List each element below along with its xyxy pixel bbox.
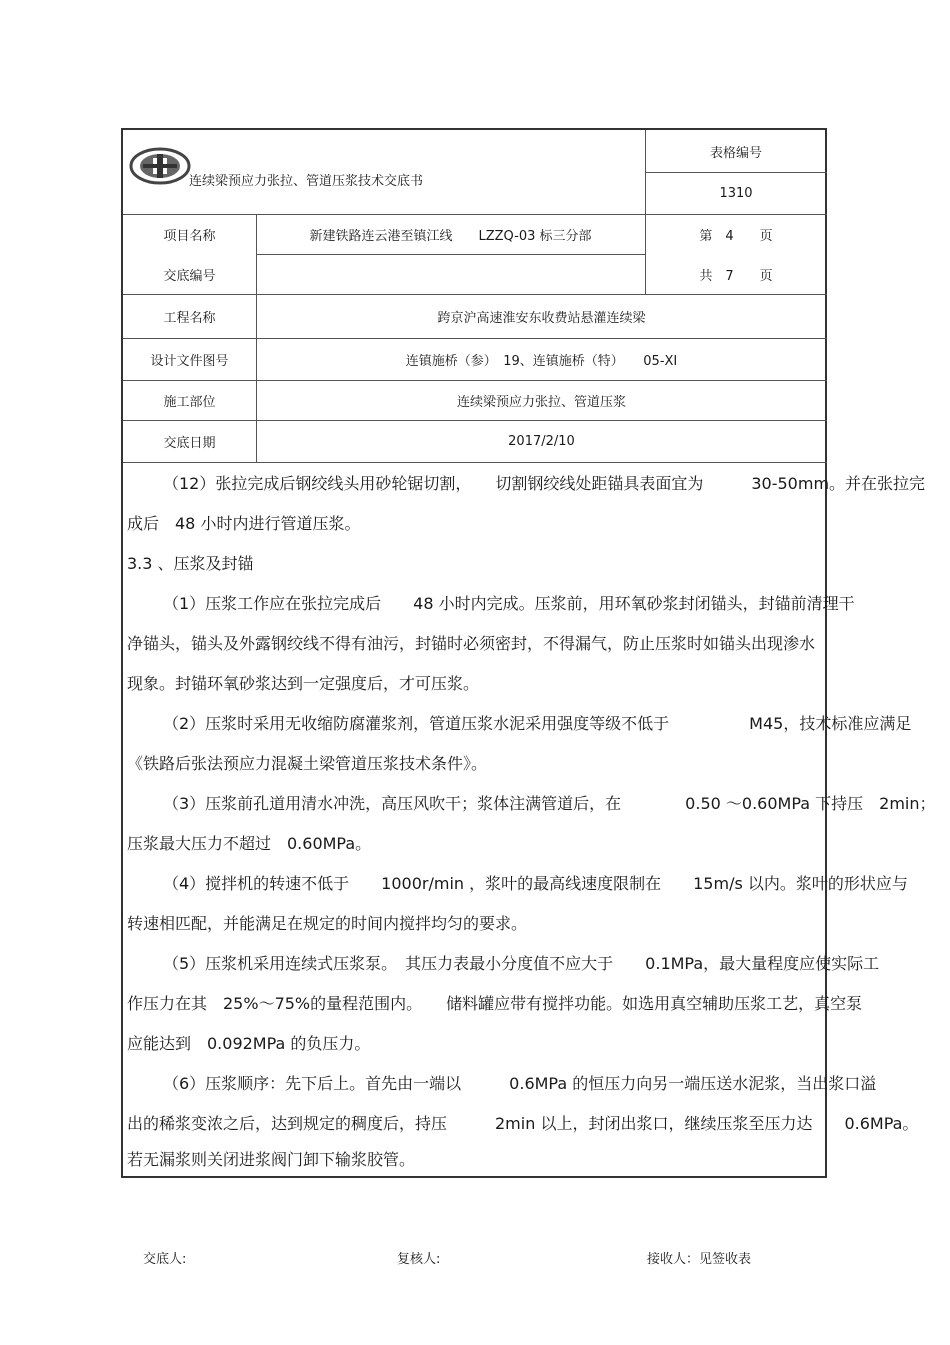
body-line: （4）搅拌机的转速不低于 1000r/min ，浆叶的最高线速度限制在 15m/s 以内。浆叶的形状应与 [163, 874, 908, 893]
company-logo-icon [129, 146, 191, 186]
body-line: 压浆最大压力不超过 0.60MPa。 [127, 834, 372, 853]
construction-position-label: 施工部位 [163, 394, 216, 410]
disclosure-number-label: 交底编号 [163, 268, 216, 284]
reviewer-signature: 复核人: [397, 1252, 441, 1267]
form-number-label: 表格编号 [709, 145, 762, 161]
body-line: 成后 48 小时内进行管道压浆。 [127, 514, 361, 533]
body-line: 《铁路后张法预应力混凝土梁管道压浆技术条件》。 [127, 754, 488, 773]
document-title: 连续梁预应力张拉、管道压浆技术交底书 [189, 174, 424, 189]
disclosure-number-value [256, 254, 645, 294]
construction-position-value: 连续梁预应力张拉、管道压浆 [456, 394, 626, 410]
body-line: （3）压浆前孔道用清水冲洗，高压风吹干；浆体注满管道后，在 0.50 ～0.60MPa 下持压 2min； [163, 794, 936, 813]
body-line: （12）张拉完成后钢绞线头用砂轮锯切割， 切割钢绞线处距锚具表面宜为 30-50mm。并在张拉完 [163, 474, 926, 493]
body-line: 应能达到 0.092MPa 的负压力。 [127, 1034, 371, 1053]
body-line: 现象。封锚环氧砂浆达到一定强度后，才可压浆。 [127, 674, 480, 693]
body-line: （6）压浆顺序：先下后上。首先由一端以 0.6MPa 的恒压力向另一端压送水泥浆，当出浆口溢 [163, 1074, 877, 1093]
project-name-value: 新建铁路连云港至镇江线 LZZQ-03 标三分部 [309, 228, 592, 244]
receiver-signature: 接收人：见签收表 [647, 1252, 752, 1267]
body-line: （5）压浆机采用连续式压浆泵。 其压力表最小分度值不应大于 0.1MPa，最大量程度应使实际工 [163, 954, 880, 973]
design-drawing-label: 设计文件图号 [150, 353, 229, 369]
page-number: 第 4 页 [699, 228, 773, 244]
disclosure-content [127, 466, 936, 1176]
design-drawing-value: 连镇施桥（参） 19、连镇施桥（特） 05-XI [405, 353, 678, 369]
body-line: 若无漏浆则关闭进浆阀门卸下输浆胶管。 [127, 1150, 416, 1169]
disclosure-date-value: 2017/2/10 [508, 433, 575, 449]
body-line: 出的稀浆变浓之后，达到规定的稠度后，持压 2min 以上，封闭出浆口，继续压浆至压力达 0.6MPa。 [127, 1114, 919, 1133]
body-line: 转速相匹配，并能满足在规定的时间内搅拌均匀的要求。 [127, 914, 528, 933]
body-line: 3.3 、压浆及封锚 [127, 554, 254, 573]
presenter-signature: 交底人: [143, 1252, 187, 1267]
engineering-name-label: 工程名称 [163, 310, 216, 326]
engineering-name-value: 跨京沪高速淮安东收费站悬灌连续梁 [437, 310, 646, 326]
body-line: （1）压浆工作应在张拉完成后 48 小时内完成。压浆前，用环氧砂浆封闭锚头，封锚前清理干 [163, 594, 855, 613]
project-name-label: 项目名称 [163, 228, 216, 244]
body-line: （2）压浆时采用无收缩防腐灌浆剂，管道压浆水泥采用强度等级不低于 M45，技术标准应满足 [163, 714, 912, 733]
body-line: 作压力在其 25%～75%的量程范围内。 储料罐应带有搅拌功能。如选用真空辅助压浆工艺，真空泵 [127, 994, 863, 1013]
body-line: 净锚头，锚头及外露钢绞线不得有油污，封锚时必须密封，不得漏气，防止压浆时如锚头出现渗水 [127, 634, 816, 653]
total-pages: 共 7 页 [699, 268, 773, 284]
form-number-value: 1310 [719, 185, 753, 201]
disclosure-date-label: 交底日期 [163, 435, 216, 451]
